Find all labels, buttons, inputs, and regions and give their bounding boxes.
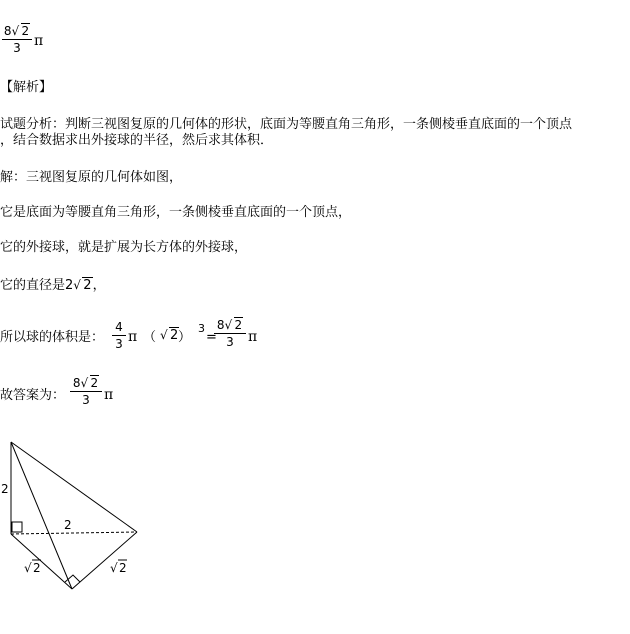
- fraction-bar: [112, 335, 126, 336]
- right-base-edge: [72, 532, 137, 589]
- sqrt-symbol: √ 2: [80, 376, 99, 390]
- tetrahedron-figure: [0, 438, 160, 608]
- left-base-edge: [11, 534, 72, 589]
- volume-left-paren: （: [143, 330, 157, 345]
- answer-fraction: [2, 24, 32, 55]
- volume-prefix: 所以球的体积是：: [0, 330, 105, 345]
- final-answer-fraction: 8 √ 2 3: [70, 376, 102, 407]
- analysis-line-1: 试题分析：判断三视图复原的几何体的形状，底面为等腰直角三角形，一条侧棱垂直底面的一个顶点: [0, 117, 573, 132]
- base-label: 2: [64, 518, 72, 532]
- volume-equals: =: [206, 330, 217, 345]
- final-answer-prefix: 故答案为：: [0, 388, 66, 403]
- volume-right-paren: ）: [178, 330, 192, 345]
- sqrt-symbol: √ 2: [224, 318, 243, 332]
- svg-text:2: 2: [33, 561, 41, 575]
- volume-exponent: 3: [198, 322, 205, 335]
- right-edge-label: [110, 560, 127, 575]
- hidden-base-edge: [11, 532, 137, 534]
- right-angle-marker-top: [12, 522, 22, 532]
- left-edge-label: [24, 560, 41, 575]
- fraction-bar: [2, 39, 32, 40]
- fraction-bar: [70, 391, 102, 392]
- solution-line-3: 它的外接球，就是扩展为长方体的外接球，: [0, 240, 248, 255]
- svg-text:√: √: [24, 561, 32, 575]
- analysis-line-2: ，结合数据求出外接球的半径，然后求其体积．: [0, 133, 274, 148]
- svg-text:2: 2: [119, 561, 127, 575]
- answer-denominator: 3: [13, 41, 21, 55]
- final-answer-pi: π: [104, 387, 114, 403]
- volume-sqrt: [160, 328, 179, 344]
- answer-pi: π: [34, 33, 44, 49]
- volume-pi: π: [128, 329, 138, 345]
- volume-result-fraction: 8 √ 2 3: [214, 318, 246, 349]
- solution-line-1: 解：三视图复原的几何体如图，: [0, 170, 183, 185]
- height-label: 2: [1, 482, 9, 496]
- volume-fraction: 4 3: [112, 320, 126, 351]
- sqrt-symbol: √ 2: [11, 24, 30, 38]
- volume-result-pi: π: [248, 329, 258, 345]
- section-heading: 【解析】: [0, 80, 53, 95]
- svg-text:√: √: [110, 561, 118, 575]
- answer-numerator: 8 √ 2: [3, 24, 30, 38]
- sqrt-symbol: √ 2: [160, 328, 179, 343]
- solution-line-2: 它是底面为等腰直角三角形，一条侧棱垂直底面的一个顶点，: [0, 205, 352, 220]
- solution-line-4: 它的直径是2 √ 2，: [0, 278, 106, 293]
- sqrt-symbol: √ 2: [73, 278, 92, 293]
- fraction-bar: [214, 333, 246, 334]
